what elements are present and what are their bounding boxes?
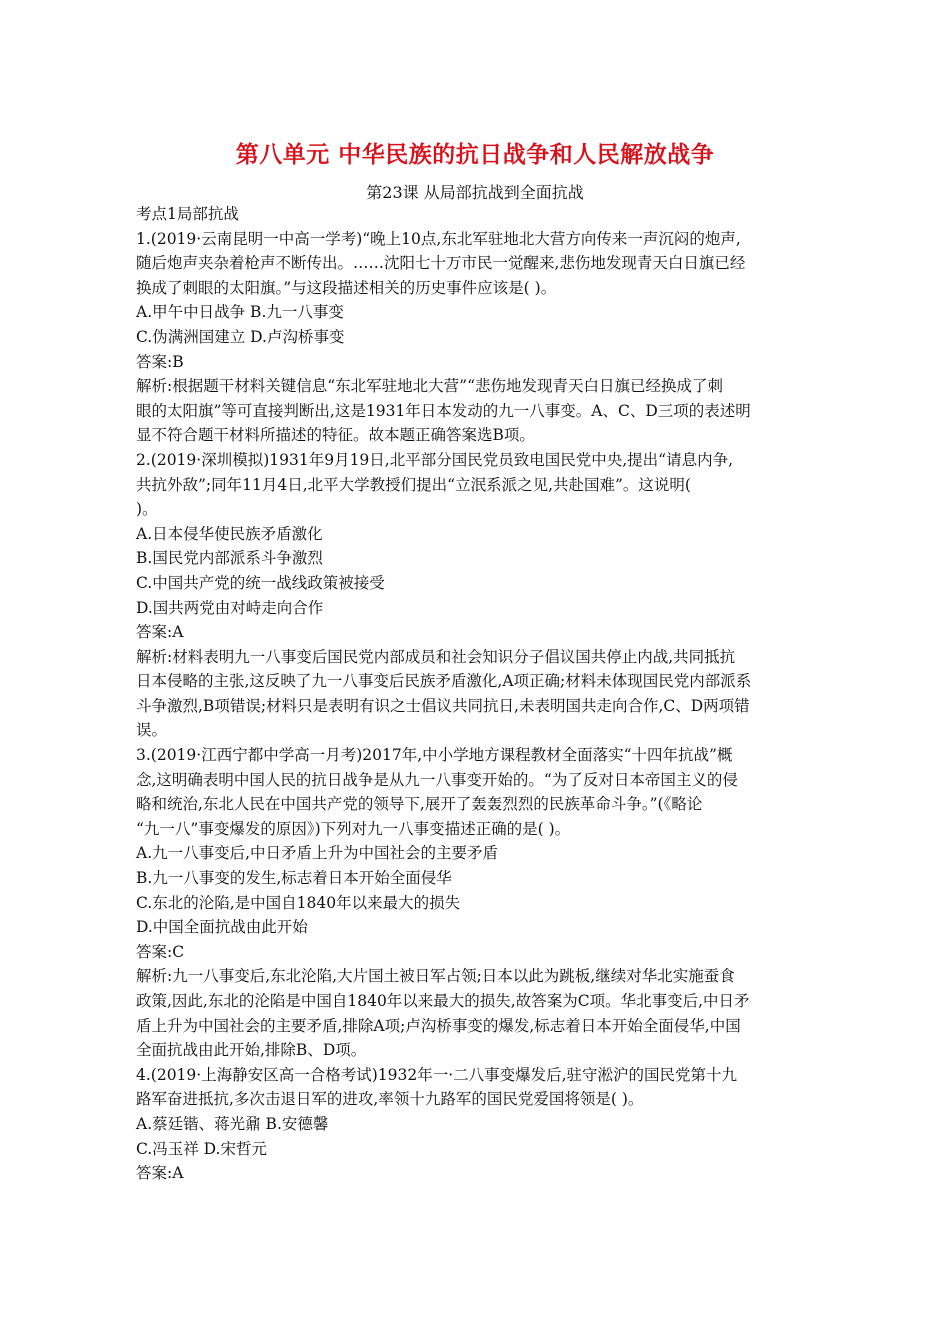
text-line: 2.(2019·深圳模拟)1931年9月19日,北平部分国民党员致电国民党中央,提出“请息内争, xyxy=(136,450,733,469)
text-line: 换成了刺眼的太阳旗。”与这段描述相关的历史事件应该是( )。 xyxy=(136,278,557,297)
text-line: 显不符合题干材料所描述的特征。故本题正确答案选B项。 xyxy=(136,426,535,445)
text-line: 误。 xyxy=(136,721,168,740)
text-line: 眼的太阳旗”等可直接判断出,这是1931年日本发动的九一八事变。A、C、D三项的表述明 xyxy=(136,401,751,420)
document-body xyxy=(136,202,816,1186)
text-line: 路军奋进抵抗,多次击退日军的进攻,率领十九路军的国民党爱国将领是( )。 xyxy=(136,1090,644,1109)
text-line: 答案:A xyxy=(136,1164,184,1183)
lesson-title: 第23课 从局部抗战到全面抗战 xyxy=(366,183,584,202)
text-line: 解析:材料表明九一八事变后国民党内部成员和社会知识分子倡议国共停止内战,共同抵抗 xyxy=(136,647,736,666)
text-line: 略和统治,东北人民在中国共产党的领导下,展开了轰轰烈烈的民族革命斗争。”(《略论 xyxy=(136,795,703,814)
text-line: C.冯玉祥 D.宋哲元 xyxy=(136,1139,267,1158)
text-line: C.伪满洲国建立 D.卢沟桥事变 xyxy=(136,327,345,346)
text-line: 念,这明确表明中国人民的抗日战争是从九一八事变开始的。“为了反对日本帝国主义的侵 xyxy=(136,770,738,789)
text-line: A.九一八事变后,中日矛盾上升为中国社会的主要矛盾 xyxy=(136,844,499,863)
text-line: 答案:B xyxy=(136,352,184,371)
text-line: 3.(2019·江西宁都中学高一月考)2017年,中小学地方课程教材全面落实“十四年抗战”概 xyxy=(136,746,733,765)
text-line: 考点1局部抗战 xyxy=(136,205,239,223)
text-line: 盾上升为中国社会的主要矛盾,排除A项;卢沟桥事变的爆发,标志着日本开始全面侵华,中国 xyxy=(136,1016,741,1035)
text-line: D.国共两党由对峙走向合作 xyxy=(136,598,324,617)
text-line: )。 xyxy=(136,500,158,519)
text-line: 答案:C xyxy=(136,942,185,961)
text-line: “九一八”事变爆发的原因》)下列对九一八事变描述正确的是( )。 xyxy=(136,819,571,838)
text-line: 日本侵略的主张,这反映了九一八事变后民族矛盾激化,A项正确;材料未体现国民党内部派系 xyxy=(136,672,752,691)
text-line: 解析:九一八事变后,东北沦陷,大片国土被日军占领;日本以此为跳板,继续对华北实施蚕食 xyxy=(136,967,735,986)
text-line: 4.(2019·上海静安区高一合格考试)1932年一·二八事变爆发后,驻守淞沪的国民党第十九 xyxy=(136,1065,738,1084)
text-line: 全面抗战由此开始,排除B、D项。 xyxy=(136,1041,367,1060)
text-line: 斗争激烈,B项错误;材料只是表明有识之士倡议共同抗日,未表明国共走向合作,C、D两项错 xyxy=(136,696,750,715)
text-line: C.中国共产党的统一战线政策被接受 xyxy=(136,573,385,592)
text-line: D.中国全面抗战由此开始 xyxy=(136,918,308,937)
text-line: C.东北的沦陷,是中国自1840年以来最大的损失 xyxy=(136,893,461,912)
text-line: 1.(2019·云南昆明一中高一学考)“晚上10点,东北军驻地北大营方向传来一声沉闷的炮声, xyxy=(136,229,741,248)
text-line: 政策,因此,东北的沦陷是中国自1840年以来最大的损失,故答案为C项。华北事变后,中日矛 xyxy=(136,992,750,1010)
text-line: 共抗外敌”;同年11月4日,北平大学教授们提出“立泯系派之见,共赴国难”。这说明( xyxy=(136,475,691,494)
text-line: B.国民党内部派系斗争激烈 xyxy=(136,549,323,568)
text-line: 随后炮声夹杂着枪声不断传出。……沈阳七十万市民一觉醒来,悲伤地发现青天白日旗已经 xyxy=(136,254,746,273)
text-line: A.蔡廷锴、蒋光鼐 B.安德馨 xyxy=(136,1114,329,1133)
text-line: B.九一八事变的发生,标志着日本开始全面侵华 xyxy=(136,869,452,888)
text-line: 答案:A xyxy=(136,623,184,642)
text-line: A.甲午中日战争 B.九一八事变 xyxy=(136,303,344,322)
unit-title: 第八单元 中华民族的抗日战争和人民解放战争 xyxy=(235,142,715,168)
text-line: A.日本侵华使民族矛盾激化 xyxy=(136,524,323,543)
text-line: 解析:根据题干材料关键信息“东北军驻地北大营”“悲伤地发现青天白日旗已经换成了刺 xyxy=(136,377,723,396)
